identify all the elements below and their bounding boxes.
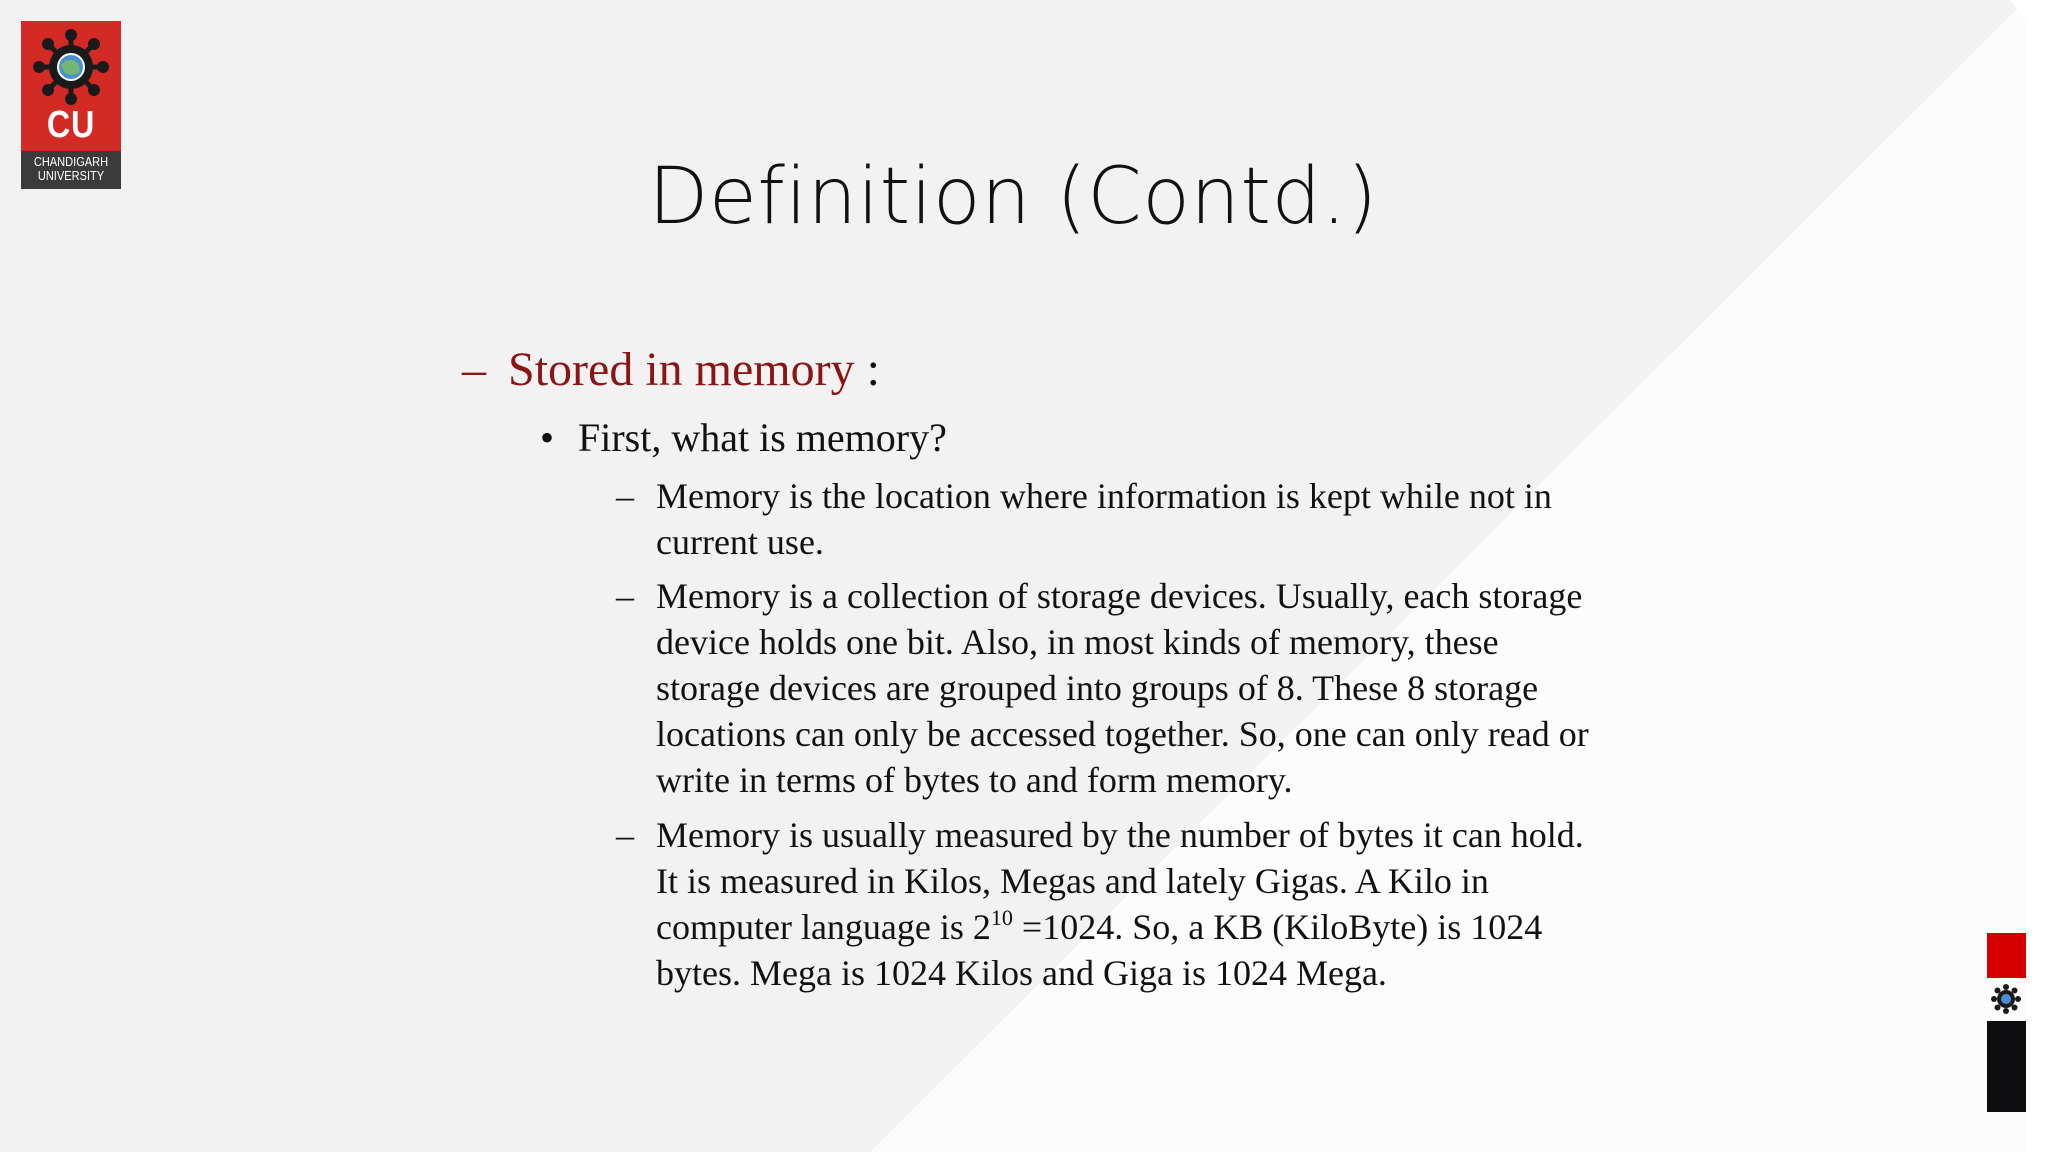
sub-bullet-text [656, 573, 1676, 803]
text-line: Memory is a collection of storage devices. Usually, each storage [656, 576, 1583, 616]
bullet-marker: • [540, 415, 555, 460]
text-line: bytes. Mega is 1024 Kilos and Giga is 1024 Mega. [656, 953, 1387, 993]
text-line: Memory is the location where information is kept while not in [656, 476, 1552, 516]
sub-bullet-2 [616, 573, 1676, 803]
text-segment: computer language is 2 [656, 907, 991, 947]
logo-name-line-2: UNIVERSITY [37, 168, 105, 183]
text-line: It is measured in Kilos, Megas and lately Gigas. A Kilo in [656, 861, 1489, 901]
bullet-level-1 [462, 342, 880, 398]
side-marker-black [1987, 1021, 2026, 1112]
exponent: 10 [990, 905, 1013, 930]
heading-suffix: : [854, 343, 880, 396]
bullet-level-2 [540, 412, 947, 464]
text-line: device holds one bit. Also, in most kinds of memory, these [656, 622, 1499, 662]
text-line: write in terms of bytes to and form memory. [656, 760, 1293, 800]
text-line: current use. [656, 522, 824, 562]
emblem-gear-icon [1990, 983, 2022, 1015]
highlight-text: Stored in memory [508, 343, 855, 396]
logo-abbreviation: CU [46, 104, 96, 146]
text-line: locations can only be accessed together. So, one can only read or [656, 714, 1589, 754]
dash-marker: – [616, 476, 634, 516]
logo-name-line-1: CHANDIGARH [33, 154, 109, 169]
side-marker-red [1987, 933, 2026, 978]
slide-title: Definition (Contd.) [648, 152, 1378, 242]
text-segment: =1024. So, a KB (KiloByte) is 1024 [1012, 907, 1543, 947]
dash-marker: – [462, 343, 486, 396]
text-line: Memory is usually measured by the number of bytes it can hold. [656, 815, 1584, 855]
dash-marker: – [616, 815, 634, 855]
sub-bullet-1 [616, 473, 1676, 565]
text-line-with-exponent [656, 904, 1676, 950]
right-edge-strip [2026, 0, 2048, 1152]
text-line: storage devices are grouped into groups of 8. These 8 storage [656, 668, 1539, 708]
bullet-text: First, what is memory? [578, 415, 947, 460]
dash-marker: – [616, 576, 634, 616]
sub-bullet-text [656, 812, 1676, 996]
sub-bullet-text [656, 473, 1676, 565]
sub-bullet-3 [616, 812, 1676, 996]
